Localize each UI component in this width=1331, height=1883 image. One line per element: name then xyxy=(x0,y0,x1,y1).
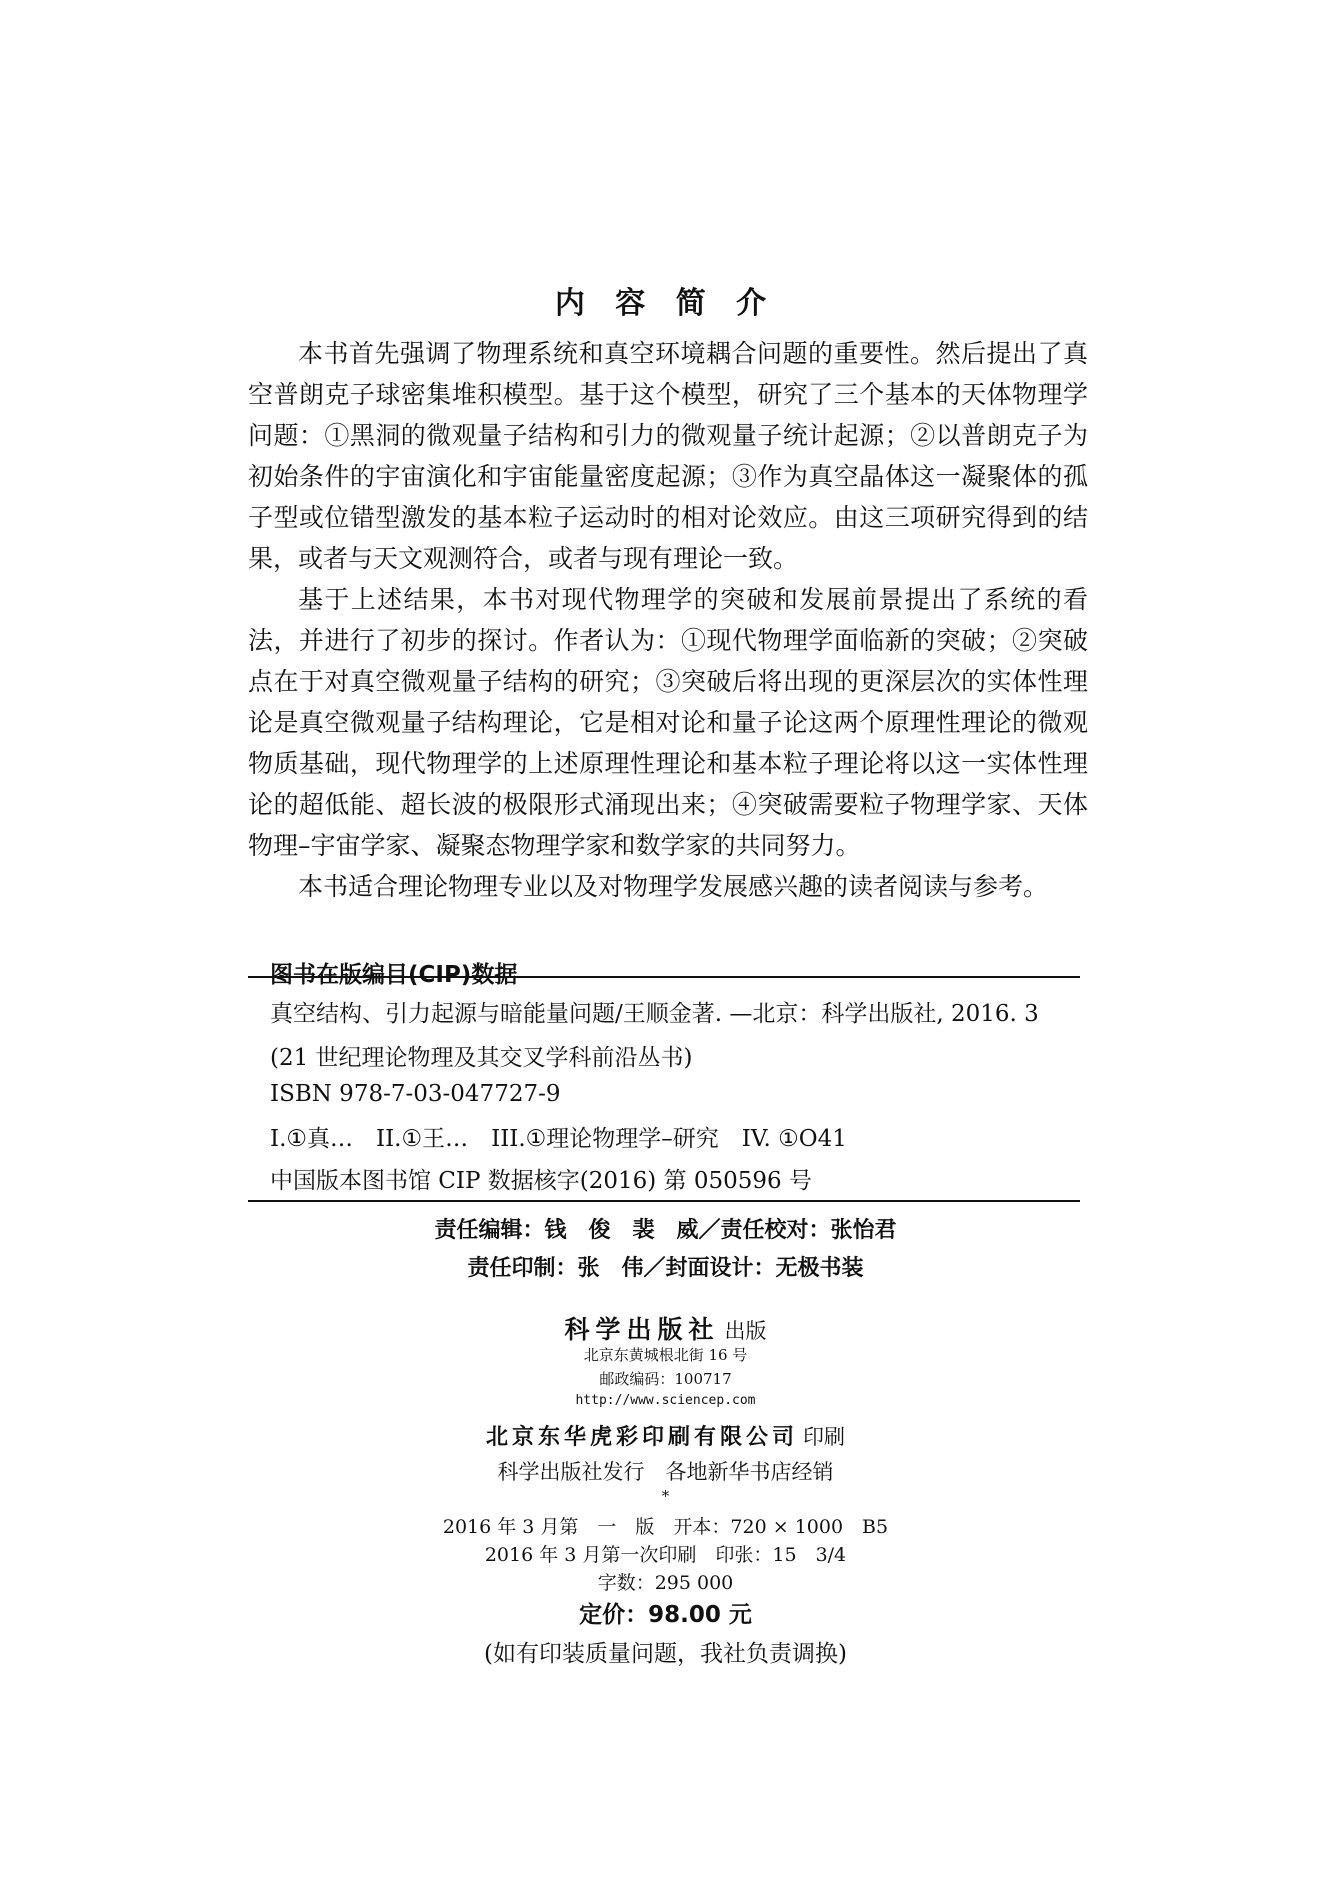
publisher-address: 北京东黄城根北街 16 号 xyxy=(583,1346,748,1364)
publisher-role: 出版 xyxy=(724,1319,767,1343)
distribution-line: 科学出版社发行 各地新华书店经销 xyxy=(497,1460,834,1484)
publisher-line xyxy=(0,1310,1331,1346)
edition-line-2: 2016 年 3 月第一次印刷 印张：15 3/4 xyxy=(484,1544,847,1566)
cip-classification: I.①真… II.①王… III.①理论物理学–研究 IV. ①O41 xyxy=(270,1126,847,1152)
staff-line-1: 责任编辑：钱 俊 裴 威／责任校对：张怡君 xyxy=(434,1218,897,1243)
cip-number: 中国版本图书馆 CIP 数据核字(2016) 第 050596 号 xyxy=(270,1168,812,1194)
staff-line-2: 责任印制：张 伟／封面设计：无极书装 xyxy=(467,1256,864,1281)
section-title: 内 容 简 介 xyxy=(554,286,777,321)
summary-paragraph-3: 本书适合理论物理专业以及对物理学发展感兴趣的读者阅读与参考。 xyxy=(298,872,1049,901)
publisher-postcode: 邮政编码：100717 xyxy=(599,1370,732,1388)
summary-body xyxy=(248,333,1088,907)
cip-block xyxy=(270,975,1090,1195)
price: 定价：98.00 元 xyxy=(579,1602,752,1628)
publisher-name: 科学出版社 xyxy=(564,1315,720,1344)
printer-name: 北京东华虎彩印刷有限公司 xyxy=(485,1424,798,1450)
separator-star: * xyxy=(661,1487,670,1505)
printer-line xyxy=(0,1420,1331,1451)
cip-isbn: ISBN 978-7-03-047727-9 xyxy=(270,1081,561,1107)
cip-series-line: (21 世纪理论物理及其交叉学科前沿丛书) xyxy=(270,1045,693,1071)
printer-role: 印刷 xyxy=(803,1425,846,1449)
word-count: 字数：295 000 xyxy=(597,1572,734,1594)
quality-note: (如有印装质量问题，我社负责调换) xyxy=(484,1641,847,1667)
summary-paragraph-2: 基于上述结果，本书对现代物理学的突破和发展前景提出了系统的看法，并进行了初步的探讨。作者认为：①现代物理学面临新的突破；②突破点在于对真空微观量子结构的研究；③突破后将出现的更深层次的实体性理论是真空微观量子结构理论，它是相对论和量子论这两个原理性理论的微观物质基础，现代物理学的上述原理性理论和基本粒子理论将以这一实体性理论的超低能、超长波的极限形式涌现出来；④突破需要粒子物理学家、天体物理–宇宙学家、凝聚态物理学家和数学家的共同努力。 xyxy=(248,585,1088,860)
summary-paragraph-1: 本书首先强调了物理系统和真空环境耦合问题的重要性。然后提出了真空普朗克子球密集堆积模型。基于这个模型，研究了三个基本的天体物理学问题：①黑洞的微观量子结构和引力的微观量子统计起源；②以普朗克子为初始条件的宇宙演化和宇宙能量密度起源；③作为真空晶体这一凝聚体的孤子型或位错型激发的基本粒子运动时的相对论效应。由这三项研究得到的结果，或者与天文观测符合，或者与现有理论一致。 xyxy=(248,339,1088,573)
edition-line-1: 2016 年 3 月第 一 版 开本：720 × 1000 B5 xyxy=(442,1516,889,1538)
publisher-url: http://www.sciencep.com xyxy=(575,1393,756,1408)
cip-title-line: 真空结构、引力起源与暗能量问题/王顺金著. —北京：科学出版社, 2016. 3 xyxy=(270,1001,1039,1027)
cip-bottom-rule xyxy=(248,1200,1080,1202)
cip-heading: 图书在版编目(CIP)数据 xyxy=(270,962,518,988)
